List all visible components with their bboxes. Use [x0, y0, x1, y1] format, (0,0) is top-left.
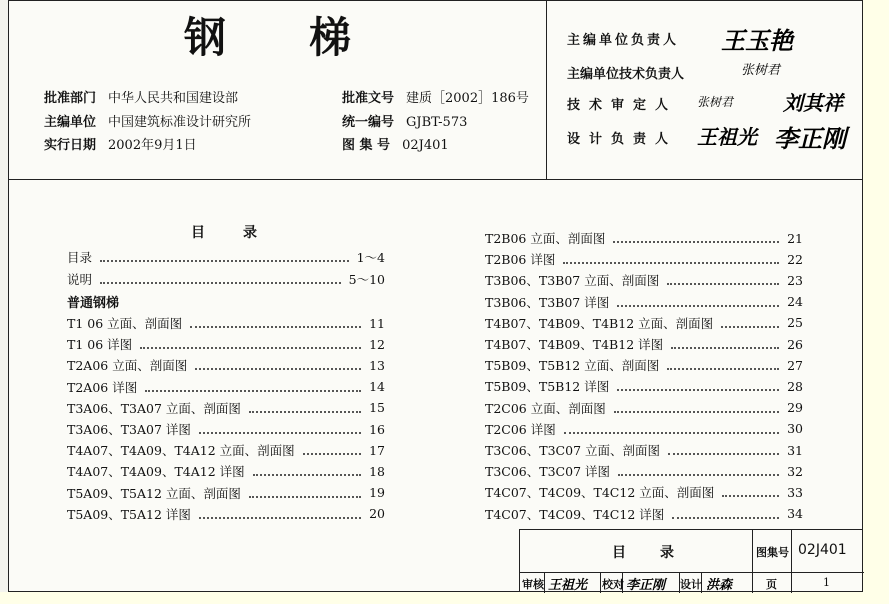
toc-entry[interactable] — [67, 483, 385, 503]
sheet-title-char-2: 录 — [660, 545, 674, 561]
toc-leader-dots — [617, 389, 779, 391]
toc-entry[interactable] — [485, 355, 803, 375]
toc-entry-title: T4B07、T4B09、T4B12 详图 — [485, 337, 664, 352]
toc-entry-page: 22 — [787, 251, 803, 267]
toc-leader-dots — [100, 282, 341, 284]
toc-entry[interactable] — [485, 398, 803, 418]
toc-entry-page: 19 — [369, 485, 385, 501]
toc-entry-title: T3C06、T3C07 立面、剖面图 — [485, 443, 660, 458]
toc-entry-title: T2A06 详图 — [67, 379, 138, 395]
toc-section-title: 普通钢梯 — [67, 296, 120, 311]
toc-entry-title: T4A07、T4A09、T4A12 立面、剖面图 — [67, 443, 295, 459]
toc-leader-dots — [564, 432, 779, 434]
toc-leader-dots — [668, 453, 779, 455]
toc-entry[interactable] — [67, 247, 385, 267]
effective-date: 2002年9月1日 — [108, 138, 197, 153]
toc-entry-page: 26 — [787, 336, 803, 352]
toc-leader-dots — [563, 262, 779, 264]
tech-head-signature: 张树君 — [741, 63, 781, 78]
toc-entry-title: T4B07、T4B09、T4B12 立面、剖面图 — [485, 315, 714, 331]
toc-entry[interactable] — [67, 313, 385, 333]
toc-entry[interactable] — [485, 228, 803, 248]
atlas-no-label: 图 集 号 — [342, 138, 391, 153]
toc-entry-title: T3A06、T3A07 立面、剖面图 — [67, 400, 241, 416]
unified-no-label: 统一编号 — [342, 115, 395, 130]
approval-doc-line — [342, 87, 529, 106]
toc-leader-dots — [667, 368, 779, 370]
title-char-1: 钢 — [184, 13, 228, 62]
toc-leader-dots — [190, 326, 361, 328]
toc-entry-page: 5～10 — [348, 272, 385, 287]
header-divider — [9, 179, 862, 180]
toc-entry-page: 24 — [787, 294, 803, 310]
signature-divider — [546, 1, 547, 179]
toc-entry-title: T3C06、T3C07 详图 — [485, 464, 610, 480]
toc-entry-page: 30 — [787, 421, 803, 437]
toc-leader-dots — [140, 347, 361, 349]
page-number: 1 — [823, 576, 830, 589]
approval-doc: 建质［2002］186号 — [406, 91, 529, 106]
atlas-no-line — [342, 134, 449, 153]
toc-entry-page: 20 — [369, 506, 385, 522]
toc-entry-page: 29 — [787, 400, 803, 416]
editor-unit-line — [44, 111, 251, 130]
toc-entry-page: 16 — [369, 421, 385, 437]
toc-entry[interactable] — [67, 398, 385, 418]
drawing-sheet — [8, 0, 863, 592]
toc-entry-page: 13 — [369, 357, 385, 373]
toc-entry[interactable] — [67, 419, 385, 439]
bottom-margin — [0, 592, 889, 604]
toc-entry-title: T5B09、T5B12 立面、剖面图 — [485, 358, 660, 374]
toc-entry[interactable] — [485, 419, 803, 439]
design-label: 设计 — [680, 578, 702, 591]
toc-entry-title: T4C07、T4C09、T4C12 详图 — [485, 506, 665, 522]
toc-leader-dots — [253, 474, 361, 476]
effective-date-line — [44, 134, 197, 153]
toc-entry[interactable] — [485, 292, 803, 312]
toc-entry-page: 11 — [369, 315, 385, 331]
editor-unit-label: 主编单位 — [44, 115, 97, 130]
toc-entry-page: 1～4 — [356, 250, 385, 265]
toc-entry-title: T3A06、T3A07 详图 — [67, 422, 191, 437]
title-block — [519, 529, 863, 592]
toc-leader-dots — [199, 432, 361, 434]
toc-entry-title: T2A06 立面、剖面图 — [67, 358, 188, 374]
toc-title-char-1: 目 — [191, 225, 205, 241]
toc-entry-title: T4A07、T4A09、T4A12 详图 — [67, 464, 245, 480]
toc-entry-page: 21 — [787, 230, 803, 246]
review-signature: 王祖光 — [548, 578, 588, 593]
toc-leader-dots — [145, 390, 361, 392]
toc-entry-page: 31 — [787, 442, 803, 458]
toc-leader-dots — [613, 241, 779, 243]
toc-entry[interactable] — [485, 313, 803, 333]
toc-entry-page: 14 — [369, 379, 385, 395]
toc-leader-dots — [249, 496, 361, 498]
unit-head-signature: 王玉艳 — [721, 26, 793, 55]
review-label: 审核 — [522, 578, 544, 591]
toc-entry-title: T5A09、T5A12 详图 — [67, 506, 191, 522]
tech-head-label: 主编单位技术负责人 — [567, 67, 685, 82]
toc-entry-page: 28 — [787, 378, 803, 394]
toc-entry-page: 33 — [787, 484, 803, 500]
approval-dept: 中华人民共和国建设部 — [108, 91, 239, 106]
toc-entry-page: 12 — [369, 336, 385, 352]
toc-entry-page: 34 — [787, 506, 803, 522]
toc-entry[interactable] — [67, 440, 385, 460]
toc-entry-title: T1 06 详图 — [67, 337, 133, 353]
toc-entry[interactable] — [485, 440, 803, 460]
effective-date-label: 实行日期 — [44, 138, 97, 153]
toc-leader-dots — [614, 411, 779, 413]
toc-entry-page: 17 — [369, 442, 385, 458]
unified-no: GJBT-573 — [406, 115, 468, 130]
toc-entry-page: 25 — [787, 315, 803, 331]
toc-entry-page: 23 — [787, 272, 803, 288]
approval-dept-label: 批准部门 — [44, 91, 97, 106]
toc-entry-title: T3B06、T3B07 详图 — [485, 294, 610, 310]
toc-leader-dots — [722, 495, 779, 497]
toc-entry[interactable] — [67, 377, 385, 397]
toc-entry-title: 说明 — [67, 272, 93, 287]
toc-entry[interactable] — [67, 504, 385, 524]
toc-entry[interactable] — [67, 461, 385, 481]
unified-no-line — [342, 111, 467, 130]
toc-leader-dots — [671, 347, 779, 349]
toc-entry-title: T2B06 立面、剖面图 — [485, 231, 606, 246]
toc-leader-dots — [195, 368, 361, 370]
sheet-title-char-1: 目 — [612, 545, 626, 561]
toc-title — [191, 222, 257, 242]
toc-leader-dots — [249, 411, 361, 413]
approval-doc-label: 批准文号 — [342, 91, 395, 106]
toc-leader-dots — [667, 283, 779, 285]
editor-unit: 中国建筑标准设计研究所 — [108, 115, 252, 130]
toc-leader-dots — [618, 474, 779, 476]
toc-entry-title: T4C07、T4C09、T4C12 立面、剖面图 — [485, 485, 715, 501]
tech-review-signature-1: 张树君 — [697, 95, 734, 109]
toc-entry[interactable] — [67, 334, 385, 354]
unit-head-label: 主编单位负责人 — [567, 33, 680, 48]
toc-entry-title: T5A09、T5A12 立面、剖面图 — [67, 485, 241, 501]
toc-leader-dots — [617, 305, 779, 307]
toc-entry-title: 目录 — [67, 250, 93, 265]
toc-entry[interactable] — [67, 269, 385, 289]
page-label: 页 — [766, 578, 777, 591]
toc-entry-title: T2B06 详图 — [485, 252, 556, 268]
toc-entry[interactable] — [485, 270, 803, 290]
toc-leader-dots — [303, 453, 361, 455]
toc-entry-title: T2C06 详图 — [485, 421, 556, 437]
check-signature: 李正刚 — [626, 578, 666, 593]
toc-entry[interactable] — [485, 334, 803, 354]
toc-entry-title: T1 06 立面、剖面图 — [67, 316, 183, 331]
design-head-signature-2: 李正刚 — [774, 124, 846, 153]
toc-entry[interactable] — [485, 249, 803, 269]
toc-title-char-2: 录 — [243, 225, 257, 241]
toc-entry-title: T2C06 立面、剖面图 — [485, 400, 606, 416]
approval-dept-line — [44, 87, 238, 106]
check-label: 校对 — [602, 578, 624, 591]
right-margin — [863, 0, 889, 604]
tech-review-label: 技术审定人 — [567, 98, 678, 113]
atlas-no: 02J401 — [402, 138, 449, 153]
toc-entry[interactable] — [485, 482, 803, 502]
atlas-label: 图集号 — [756, 546, 789, 559]
tech-review-signature-2: 刘其祥 — [783, 91, 843, 115]
design-signature: 洪森 — [706, 578, 733, 593]
toc-entry-page: 32 — [787, 463, 803, 479]
design-head-signature-1: 王祖光 — [697, 125, 757, 149]
toc-leader-dots — [672, 517, 779, 519]
toc-leader-dots — [199, 517, 361, 519]
toc-entry-page: 27 — [787, 357, 803, 373]
title-char-2: 梯 — [309, 13, 353, 62]
toc-entry[interactable] — [485, 504, 803, 524]
toc-entry[interactable] — [485, 376, 803, 396]
toc-entry-page: 15 — [369, 400, 385, 416]
design-head-label: 设计负责人 — [567, 132, 678, 147]
toc-leader-dots — [721, 326, 779, 328]
toc-entry-page: 18 — [369, 463, 385, 479]
toc-entry-title: T5B09、T5B12 详图 — [485, 379, 610, 395]
atlas-number: 02J401 — [798, 542, 847, 558]
toc-leader-dots — [100, 260, 349, 262]
toc-entry[interactable] — [485, 461, 803, 481]
toc-entry[interactable] — [67, 355, 385, 375]
toc-entry-title: T3B06、T3B07 立面、剖面图 — [485, 273, 660, 289]
